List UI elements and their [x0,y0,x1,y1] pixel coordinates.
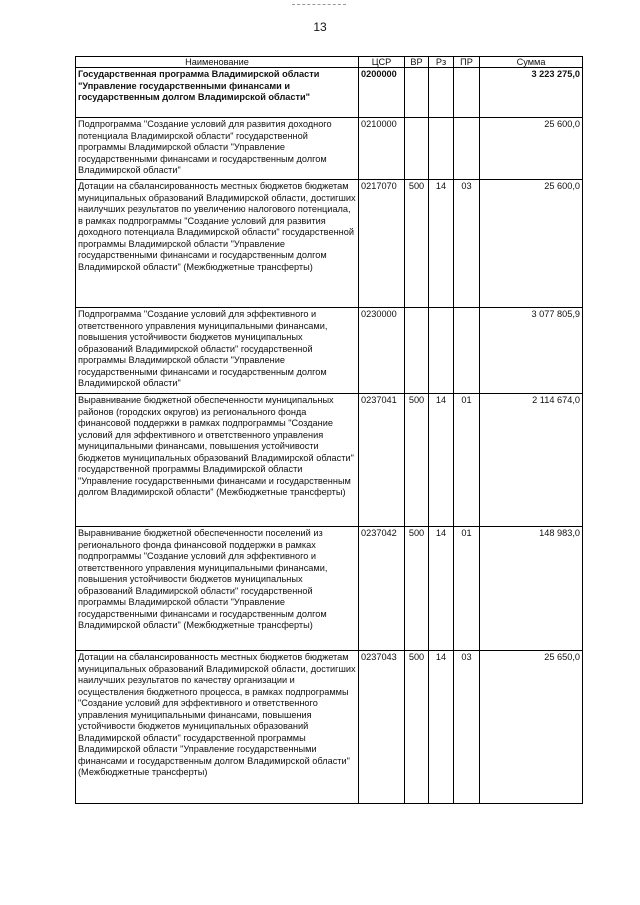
row-sum: 3 077 805,9 [480,308,583,394]
page-number: 13 [313,20,327,34]
row-rz: 14 [429,394,454,527]
header-rz: Рз [429,57,454,68]
row-rz: 14 [429,651,454,804]
row-rz: 14 [429,527,454,651]
budget-table [75,56,583,804]
header-csr: ЦСР [359,57,405,68]
row-vr: 500 [405,180,429,308]
row-csr: 0237042 [359,527,405,651]
row-sum: 2 114 674,0 [480,394,583,527]
table-row [76,118,583,180]
row-csr: 0230000 [359,308,405,394]
row-rz [429,68,454,118]
row-pr: 03 [454,180,480,308]
table-row [76,68,583,118]
row-sum: 25 600,0 [480,118,583,180]
table-row [76,180,583,308]
row-vr [405,118,429,180]
header-pr: ПР [454,57,480,68]
row-pr [454,68,480,118]
row-vr: 500 [405,394,429,527]
row-sum: 25 600,0 [480,180,583,308]
row-name: Выравнивание бюджетной обеспеченности муниципальных районов (городских округов) из регионального фонда финансовой поддержки в рамках подпрограммы "Создание условий для эффективного и ответственного управления муниципальными финансами, повышения устойчивости бюджетов муниципальных образований Владимирской области" государственной программы Владимирской области "Управление государственными финансами и государственным долгом Владимирской области" (Межбюджетные трансферты) [76,394,359,527]
table-row [76,308,583,394]
row-csr: 0210000 [359,118,405,180]
row-pr [454,308,480,394]
table-row [76,651,583,804]
row-csr: 0217070 [359,180,405,308]
row-rz [429,308,454,394]
row-csr: 0237041 [359,394,405,527]
row-sum: 3 223 275,0 [480,68,583,118]
row-pr: 03 [454,651,480,804]
row-rz [429,118,454,180]
row-vr: 500 [405,651,429,804]
row-name: Подпрограмма "Создание условий для эффективного и ответственного управления муниципальными финансами, повышения устойчивости бюджетов муниципальных образований Владимирской области" государственной программы Владимирской области "Управление государственными финансами и государственным долгом Владимирской области" [76,308,359,394]
row-sum: 148 983,0 [480,527,583,651]
row-csr: 0237043 [359,651,405,804]
row-name: Государственная программа Владимирской области "Управление государственными финансами и государственным долгом Владимирской области" [76,68,359,118]
row-vr: 500 [405,527,429,651]
header-vr: ВР [405,57,429,68]
row-name: Выравнивание бюджетной обеспеченности поселений из регионального фонда финансовой поддержки в рамках подпрограммы "Создание условий для эффективного и ответственного управления муниципальными финансами, повышения устойчивости бюджетов муниципальных образований Владимирской области" государственной программы Владимирской области "Управление государственными финансами и государственным долгом Владимирской области" (Межбюджетные трансферты) [76,527,359,651]
table-row [76,527,583,651]
header-name: Наименование [76,57,359,68]
row-rz: 14 [429,180,454,308]
top-scan-mark [292,4,346,5]
row-name: Подпрограмма "Создание условий для развития доходного потенциала Владимирской области" государственной программы Владимирской области "Управление государственными финансами и государственным долгом Владимирской области" [76,118,359,180]
row-vr [405,308,429,394]
table-header-row [76,57,583,68]
row-sum: 25 650,0 [480,651,583,804]
row-name: Дотации на сбалансированность местных бюджетов бюджетам муниципальных образований Владимирской области, достигших наилучших результатов по качеству организации и осуществления бюджетного процесса, в рамках подпрограммы "Создание условий для эффективного и ответственного управления муниципальными финансами, повышения устойчивости бюджетов муниципальных образований Владимирской области" государственной программы Владимирской области "Управление государственными финансами и государственным долгом Владимирской области" (Межбюджетные трансферты) [76,651,359,804]
row-csr: 0200000 [359,68,405,118]
row-pr: 01 [454,527,480,651]
row-pr [454,118,480,180]
table-row [76,394,583,527]
row-name: Дотации на сбалансированность местных бюджетов бюджетам муниципальных образований Владимирской области, достигших наилучших результатов по увеличению налогового потенциала, в рамках подпрограммы "Создание условий для развития доходного потенциала Владимирской области" государственной программы Владимирской области "Управление государственными финансами и государственным долгом Владимирской области" (Межбюджетные трансферты) [76,180,359,308]
header-sum: Сумма [480,57,583,68]
row-pr: 01 [454,394,480,527]
row-vr [405,68,429,118]
